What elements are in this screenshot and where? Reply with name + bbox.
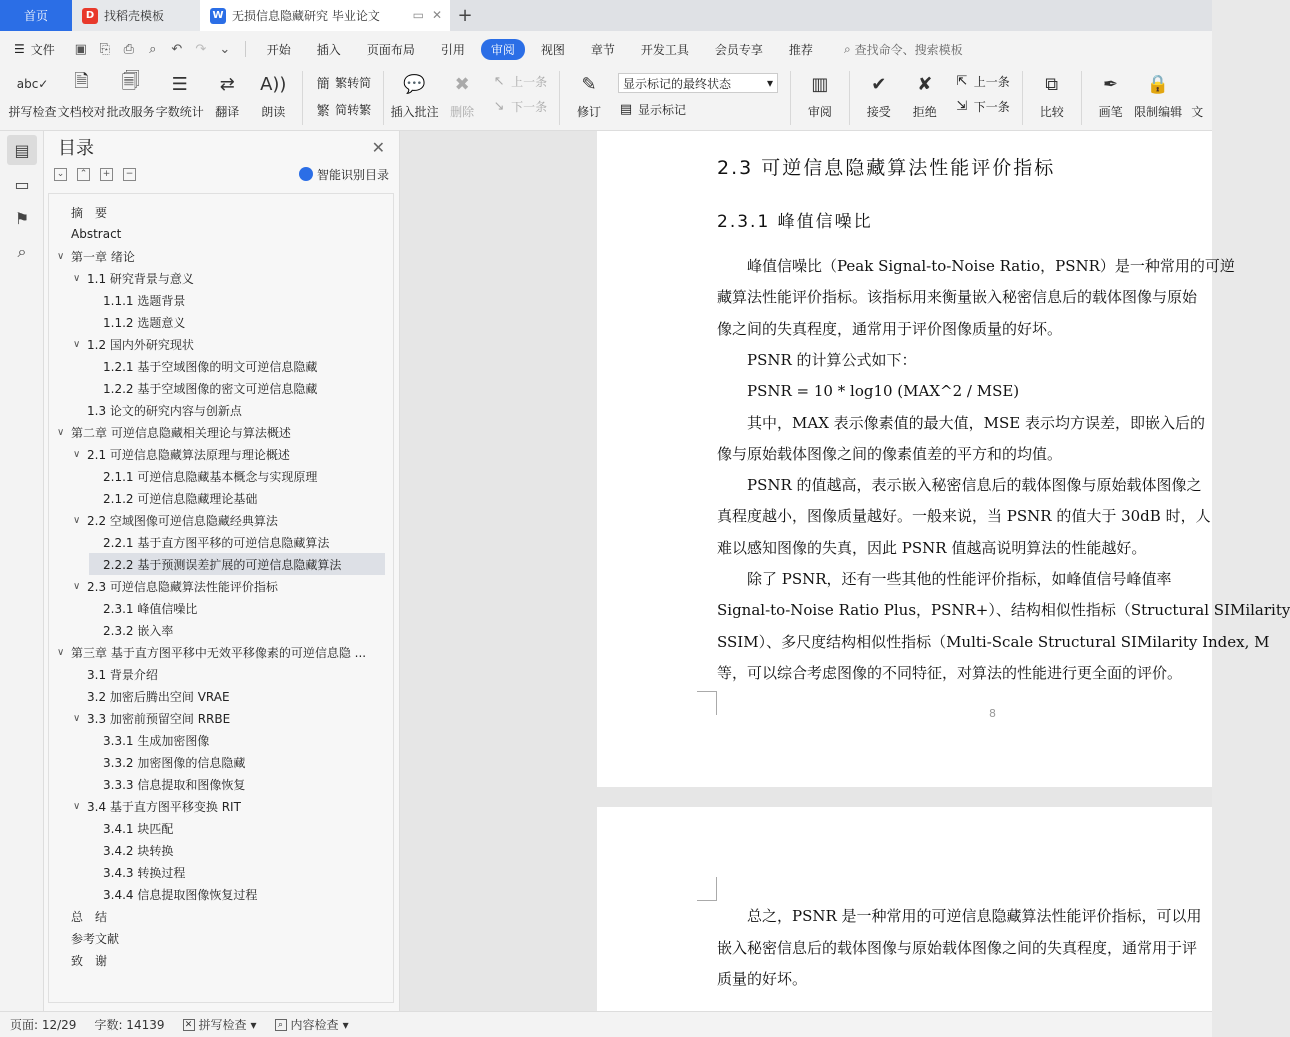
chevron-down-icon[interactable]: ∨ — [73, 712, 81, 724]
toc-item[interactable] — [73, 443, 290, 465]
toc-item-label: 2.3.2 嵌入率 — [103, 623, 174, 638]
reject-button[interactable] — [905, 71, 945, 120]
toc-item-label: 致 谢 — [71, 953, 108, 968]
toc-item-label: 第三章 基于直方图平移中无效平移像素的可逆信息隐 ... — [71, 645, 367, 660]
doc-check-icon: 🗎 — [74, 71, 89, 92]
ribbon-separator — [1022, 71, 1023, 125]
paragraph-line: 像之间的失真程度，通常用于评价图像质量的好坏。 — [717, 319, 1063, 338]
close-icon[interactable]: ✕ — [371, 137, 385, 157]
left-icon-strip — [0, 131, 44, 1011]
more-ribbon-label: 文 — [1191, 105, 1204, 119]
crop-mark — [697, 691, 717, 715]
paragraph-line: 嵌入秘密信息后的载体图像与原始载体图像之间的失真程度，通常用于评 — [717, 938, 1198, 957]
command-search-label: 查找命令、搜索模板 — [854, 42, 963, 57]
content-check-status[interactable] — [275, 1016, 349, 1033]
accept-label: 接受 — [866, 105, 891, 119]
smart-toc-icon — [299, 167, 313, 181]
toc-item-label: Abstract — [71, 227, 122, 241]
next-comment-button[interactable] — [491, 98, 547, 115]
toc-item[interactable] — [89, 883, 257, 905]
chevron-down-icon[interactable]: ∨ — [57, 426, 65, 438]
review-pane-button[interactable] — [800, 71, 840, 120]
toc-item-label: 1.3 论文的研究内容与创新点 — [87, 403, 242, 418]
paragraph-line: 其中，MAX 表示像素值的最大值，MSE 表示均方误差，即嵌入后的 — [717, 413, 1205, 432]
toc-item-label: 2.3.1 峰值信噪比 — [103, 601, 198, 616]
delete-comment-icon: ✖ — [454, 73, 470, 95]
read-aloud-label: 朗读 — [261, 105, 286, 119]
paragraph-line: PSNR 的值越高，表示嵌入秘密信息后的载体图像与原始载体图像之 — [717, 476, 1202, 495]
batch-service-button[interactable] — [106, 71, 155, 120]
paragraph-line: 像与原始载体图像之间的像素值差的平方和的均值。 — [717, 444, 1063, 463]
insert-comment-label: 插入批注 — [390, 105, 439, 119]
compare-label: 比较 — [1039, 105, 1064, 119]
tab-home[interactable]: 首页 — [0, 0, 72, 31]
ribbon-separator — [1081, 71, 1082, 125]
toc-item[interactable] — [57, 223, 121, 245]
hamburger-icon: ☰ — [14, 42, 25, 56]
chevron-down-icon[interactable]: ∨ — [73, 580, 81, 592]
toc-item-label: 3.4.3 转换过程 — [103, 865, 186, 880]
toc-title: 目录 — [58, 138, 94, 159]
reject-icon: ✘ — [917, 73, 933, 95]
tab-template[interactable] — [72, 0, 200, 31]
paragraph-line: PSNR 的计算公式如下： — [717, 350, 917, 369]
next-change-icon: ⇲ — [956, 99, 968, 114]
prev-comment-label: 上一条 — [511, 75, 548, 89]
simp-icon: 繁 — [316, 104, 330, 119]
ribbon-separator — [383, 71, 384, 125]
document-page[interactable] — [597, 807, 1212, 1011]
accept-icon: ✔ — [871, 73, 887, 95]
content-check-label: 内容检查 — [290, 1018, 339, 1032]
tab-document[interactable] — [200, 0, 450, 31]
chevron-down-icon[interactable]: ∨ — [73, 272, 81, 284]
translate-icon: ⇄ — [219, 73, 235, 95]
restrict-editing-button[interactable] — [1134, 71, 1183, 120]
chapter-panel-icon[interactable]: ▭ — [14, 174, 30, 194]
tab-bar — [0, 0, 1212, 31]
toc-item[interactable] — [89, 751, 245, 773]
ribbon-separator — [302, 71, 303, 125]
toc-item[interactable] — [89, 773, 245, 795]
paragraph-line: 除了 PSNR，还有一些其他的性能评价指标，如峰值信号峰值率 — [717, 570, 1172, 588]
toc-item[interactable] — [73, 663, 158, 685]
toc-item[interactable] — [73, 795, 241, 817]
redo-icon[interactable]: ↷ — [195, 41, 207, 57]
writer-logo-icon: W — [210, 8, 226, 24]
toc-item[interactable] — [89, 729, 209, 751]
toc-item-label: 参考文献 — [71, 931, 120, 946]
more-ribbon-button[interactable] — [1186, 71, 1209, 120]
spell-check-icon: abc✓ — [16, 77, 49, 91]
toc-item[interactable] — [89, 839, 173, 861]
content-check-icon: ⌕ — [275, 1019, 287, 1031]
status-bar — [0, 1011, 1212, 1037]
toc-item[interactable] — [57, 905, 107, 927]
toc-item-label: 3.4.2 块转换 — [103, 843, 174, 858]
toc-item-label: 2.2.2 基于预测误差扩展的可逆信息隐藏算法 — [103, 557, 342, 572]
show-markup-button[interactable] — [618, 101, 778, 118]
toc-list — [48, 193, 394, 1003]
chevron-down-icon: ▾ — [250, 1017, 257, 1032]
reject-label: 拒绝 — [912, 105, 937, 119]
ribbon-separator — [849, 71, 850, 125]
review-pane-icon: ▥ — [811, 73, 829, 95]
word-count-icon: ☰ — [171, 73, 188, 95]
more-ribbon-icon — [1184, 71, 1210, 97]
comment-nav-group — [491, 73, 547, 115]
comment-plus-icon: 💬 — [403, 73, 426, 95]
page-number: 8 — [989, 707, 996, 720]
spell-check-label: 拼写检查 — [8, 105, 57, 119]
tab-document-label: 无损信息隐藏研究 毕业论文 — [232, 9, 380, 23]
monitor-icon[interactable]: ▭ — [412, 8, 424, 22]
toc-item[interactable] — [89, 355, 317, 377]
word-count-label: 字数统计 — [155, 105, 204, 119]
spell-check-status-label: 拼写检查 — [198, 1018, 247, 1032]
paragraph-line: 峰值信噪比（Peak Signal-to-Noise Ratio，PSNR）是一种常用的可逆 — [717, 257, 1235, 275]
word-count-button[interactable] — [155, 71, 204, 120]
markup-state-select[interactable] — [618, 73, 778, 93]
menu-references[interactable]: 引用 — [440, 42, 465, 57]
read-aloud-button[interactable] — [253, 71, 293, 120]
review-ribbon — [0, 67, 1212, 131]
menu-review[interactable]: 审阅 — [481, 39, 525, 60]
toc-item[interactable] — [57, 949, 107, 971]
toc-item-label: 1.1.1 选题背景 — [103, 293, 186, 308]
track-changes-label: 修订 — [577, 105, 602, 119]
page-indicator[interactable]: 页面: 12/29 — [10, 1018, 77, 1032]
chevron-down-icon[interactable]: ∨ — [73, 448, 81, 460]
toc-item-label: 摘 要 — [71, 205, 108, 220]
toc-item-label: 3.4.4 信息提取图像恢复过程 — [103, 887, 258, 902]
review-pane-label: 审阅 — [807, 105, 832, 119]
compare-icon: ⧉ — [1045, 73, 1059, 95]
menu-chapter[interactable]: 章节 — [590, 42, 615, 57]
paragraph-line: 总之，PSNR 是一种常用的可逆信息隐藏算法性能评价指标，可以用 — [717, 907, 1202, 925]
toc-item-label: 2.1 可逆信息隐藏算法原理与理论概述 — [87, 447, 290, 462]
toc-item[interactable] — [73, 685, 230, 707]
toc-item[interactable] — [73, 707, 230, 729]
paragraph-line: 真程度越小，图像质量越好。一般来说，当 PSNR 的值大于 30dB 时，人 — [717, 507, 1211, 526]
track-changes-icon: ✎ — [581, 73, 597, 95]
translate-label: 翻译 — [215, 105, 240, 119]
spell-check-status[interactable] — [183, 1016, 257, 1033]
new-tab-button[interactable]: + — [457, 5, 473, 26]
toc-item-label: 3.1 背景介绍 — [87, 667, 158, 682]
print-icon[interactable]: ⎙ — [123, 41, 134, 57]
toc-item-label: 3.4.1 块匹配 — [103, 821, 174, 836]
toc-toolbar — [44, 163, 399, 185]
toc-item[interactable] — [73, 267, 194, 289]
restrict-editing-label: 限制编辑 — [1134, 105, 1183, 119]
batch-service-icon: 🗐 — [121, 71, 140, 92]
toc-item[interactable] — [89, 311, 185, 333]
expand-all-icon[interactable]: ⌃ — [77, 168, 90, 181]
prev-comment-button[interactable] — [491, 73, 547, 90]
prev-change-button[interactable] — [954, 73, 1010, 90]
menu-bar — [0, 31, 1212, 67]
menu-insert[interactable]: 插入 — [316, 42, 341, 57]
pen-icon: ✒ — [1103, 73, 1119, 95]
menu-start[interactable]: 开始 — [266, 42, 291, 57]
toc-item[interactable] — [89, 487, 257, 509]
toc-item-label: 1.2.2 基于空域图像的密文可逆信息隐藏 — [103, 381, 318, 396]
paragraph-line: 难以感知图像的失真，因此 PSNR 值越高说明算法的性能越好。 — [717, 538, 1147, 557]
next-comment-label: 下一条 — [511, 100, 548, 114]
toc-item-label: 3.3.1 生成加密图像 — [103, 733, 210, 748]
toc-item-label: 3.3.2 加密图像的信息隐藏 — [103, 755, 246, 770]
delete-comment-label: 删除 — [450, 105, 475, 119]
export-icon[interactable]: ⎘ — [99, 41, 110, 57]
toc-item[interactable] — [73, 575, 278, 597]
chevron-down-icon[interactable]: ∨ — [73, 514, 81, 526]
command-search[interactable] — [844, 41, 963, 58]
trad-to-simp-button[interactable] — [315, 73, 371, 92]
toc-item-label: 2.3 可逆信息隐藏算法性能评价指标 — [87, 579, 278, 594]
toc-item[interactable] — [57, 201, 107, 223]
markup-state-value: 显示标记的最终状态 — [623, 76, 732, 91]
toc-item-label: 3.4 基于直方图平移变换 RIT — [87, 799, 241, 814]
toc-header — [44, 131, 399, 163]
toc-item-label: 第二章 可逆信息隐藏相关理论与算法概述 — [71, 425, 291, 440]
prev-change-label: 上一条 — [973, 75, 1010, 89]
crop-mark — [697, 877, 717, 901]
toc-item-label: 1.1.2 选题意义 — [103, 315, 186, 330]
ribbon-separator — [790, 71, 791, 125]
toc-item[interactable] — [57, 927, 119, 949]
toc-item-label: 2.2 空域图像可逆信息隐藏经典算法 — [87, 513, 278, 528]
next-change-button[interactable] — [954, 98, 1010, 115]
chevron-down-icon: ▾ — [766, 76, 774, 90]
toc-item[interactable] — [73, 399, 242, 421]
toc-item-label: 1.2.1 基于空域图像的明文可逆信息隐藏 — [103, 359, 318, 374]
paragraph-line: PSNR = 10 * log10 (MAX^2 / MSE) — [717, 382, 1020, 401]
toc-item-label: 1.1 研究背景与意义 — [87, 271, 194, 286]
toc-item-label: 2.1.2 可逆信息隐藏理论基础 — [103, 491, 258, 506]
toc-item[interactable] — [73, 333, 194, 355]
toc-item[interactable] — [57, 245, 135, 267]
toc-panel — [44, 131, 400, 1011]
add-heading-icon[interactable]: + — [100, 168, 113, 181]
document-page[interactable] — [597, 131, 1290, 787]
spell-check-button[interactable] — [8, 71, 57, 120]
toc-item-label: 3.2 加密后腾出空间 VRAE — [87, 689, 230, 704]
pen-button[interactable] — [1091, 71, 1131, 120]
paragraph-line: 等，可以综合考虑图像的不同特征，对算法的性能进行更全面的评价。 — [717, 663, 1183, 682]
search-icon: ⌕ — [843, 41, 851, 56]
toc-item-label: 总 结 — [71, 909, 108, 924]
file-menu-label: 文件 — [30, 42, 55, 57]
menu-developer[interactable]: 开发工具 — [640, 42, 689, 57]
undo-icon[interactable]: ↶ — [171, 41, 183, 57]
spell-check-status-icon: ✕ — [183, 1019, 195, 1031]
toc-item[interactable] — [89, 597, 197, 619]
toc-item[interactable] — [89, 817, 173, 839]
simp-label: 简转繁 — [335, 103, 372, 117]
toc-item-label: 1.2 国内外研究现状 — [87, 337, 194, 352]
toc-item-label: 3.3.3 信息提取和图像恢复 — [103, 777, 246, 792]
doc-check-label: 文档校对 — [57, 105, 106, 119]
trad-simp-group — [315, 73, 371, 119]
chevron-down-icon[interactable]: ∨ — [73, 800, 81, 812]
file-menu[interactable] — [14, 41, 55, 58]
markup-group — [618, 73, 778, 118]
close-tab-icon[interactable]: ✕ — [431, 8, 442, 22]
subsection-heading: 2.3.1 峰值信噪比 — [717, 212, 873, 232]
toc-item[interactable] — [89, 619, 173, 641]
batch-service-label: 批改服务 — [106, 105, 155, 119]
translate-button[interactable] — [207, 71, 247, 120]
more-icon[interactable]: ⌄ — [219, 41, 231, 57]
bookmark-icon[interactable]: ⚑ — [14, 208, 30, 228]
prev-change-icon: ⇱ — [956, 74, 968, 89]
toc-item[interactable] — [57, 641, 366, 663]
toc-item-label: 2.1.1 可逆信息隐藏基本概念与实现原理 — [103, 469, 318, 484]
toc-item[interactable] — [89, 531, 329, 553]
ribbon-separator — [559, 71, 560, 125]
toc-item-label: 第一章 绪论 — [71, 249, 135, 264]
paragraph-line: 藏算法性能评价指标。该指标用来衡量嵌入秘密信息后的载体图像与原始 — [717, 288, 1198, 307]
next-change-label: 下一条 — [973, 100, 1010, 114]
toc-item[interactable] — [89, 377, 317, 399]
simp-to-trad-button[interactable] — [315, 100, 371, 119]
toc-panel-icon[interactable]: ▤ — [7, 135, 37, 165]
lock-icon: 🔒 — [1146, 73, 1170, 95]
track-changes-button[interactable] — [569, 71, 609, 120]
toc-item[interactable] — [89, 289, 185, 311]
compare-button[interactable] — [1032, 71, 1072, 120]
toc-item[interactable] — [89, 465, 317, 487]
section-heading: 2.3 可逆信息隐藏算法性能评价指标 — [717, 157, 1056, 179]
delete-comment-button[interactable] — [442, 71, 482, 120]
trad-icon: 簡 — [316, 77, 330, 92]
next-comment-icon: ↘ — [493, 99, 505, 114]
menu-layout[interactable]: 页面布局 — [366, 42, 415, 57]
document-area — [400, 131, 1290, 1011]
menu-recommend[interactable]: 推荐 — [788, 42, 813, 57]
search-panel-icon[interactable]: ⌕ — [17, 242, 27, 261]
paragraph-line: 质量的好坏。 — [717, 970, 808, 988]
toc-item-label: 2.2.1 基于直方图平移的可逆信息隐藏算法 — [103, 535, 330, 550]
save-icon[interactable]: ▣ — [74, 41, 87, 57]
menu-member[interactable]: 会员专享 — [714, 42, 763, 57]
menu-separator — [245, 41, 246, 57]
toc-item[interactable] — [89, 553, 385, 575]
word-count-indicator[interactable]: 字数: 14139 — [94, 1018, 165, 1032]
change-nav-group — [954, 73, 1010, 115]
pen-label: 画笔 — [1098, 105, 1123, 119]
doc-check-button[interactable] — [57, 71, 106, 120]
smart-toc-button[interactable] — [299, 166, 389, 183]
toc-item[interactable] — [73, 509, 278, 531]
trad-label: 繁转简 — [335, 76, 372, 90]
show-markup-icon: ▤ — [619, 102, 633, 117]
chevron-down-icon[interactable]: ∨ — [57, 250, 65, 262]
tab-template-label: 找稻壳模板 — [104, 9, 165, 23]
insert-comment-button[interactable] — [390, 71, 439, 120]
print-preview-icon[interactable]: ⌕ — [149, 41, 157, 57]
toc-item[interactable] — [89, 861, 185, 883]
collapse-all-icon[interactable]: ⌄ — [54, 168, 67, 181]
prev-comment-icon: ↖ — [493, 74, 505, 89]
chevron-down-icon[interactable]: ∨ — [57, 646, 65, 658]
menu-view[interactable]: 视图 — [540, 42, 565, 57]
docer-logo-icon: D — [82, 8, 98, 24]
chevron-down-icon: ▾ — [342, 1017, 349, 1032]
toc-item-label: 3.3 加密前预留空间 RRBE — [87, 711, 231, 726]
remove-heading-icon[interactable]: − — [123, 168, 136, 181]
chevron-down-icon[interactable]: ∨ — [73, 338, 81, 350]
toc-item[interactable] — [57, 421, 291, 443]
paragraph-line: SSIM）、多尺度结构相似性指标（Multi-Scale Structural SIMilarity Index, M — [717, 632, 1270, 651]
accept-button[interactable] — [859, 71, 899, 120]
smart-toc-label: 智能识别目录 — [316, 167, 389, 182]
read-aloud-icon: A)) — [260, 73, 287, 95]
show-markup-label: 显示标记 — [638, 103, 687, 117]
paragraph-line: Signal-to-Noise Ratio Plus，PSNR+）、结构相似性指标（Structural SIMilarity — [717, 601, 1290, 620]
